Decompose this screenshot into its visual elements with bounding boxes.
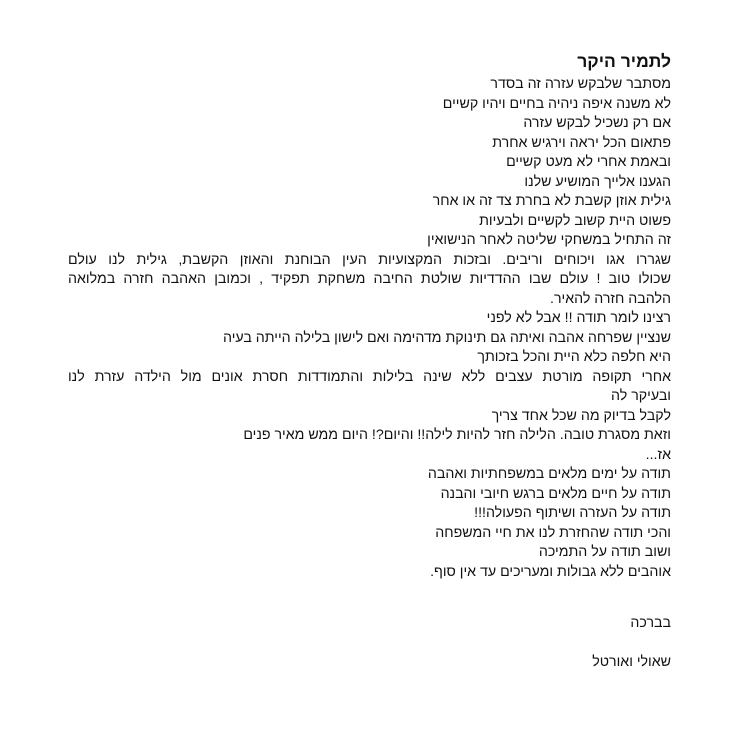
letter-closing: בברכה xyxy=(630,615,671,631)
letter-line: שגררו אגו ויכוחים וריבים. ובזכות המקצועיות העין הבוחנת והאוזן הקשבת, גילית לנו עולם xyxy=(68,251,671,268)
letter-line: והכי תודה שהחזרת לנו את חיי המשפחה xyxy=(435,524,671,541)
letter xyxy=(68,50,671,672)
letter-line: וזאת מסגרת טובה. הלילה חזר להיות לילה!! והיום?! היום ממש מאיר פנים xyxy=(243,427,671,443)
letter-line: רצינו לומר תודה !! אבל לא לפני xyxy=(486,310,671,326)
letter-line: שכולו טוב ! עולם שבו ההדדיות שולטת החיבה משחקת תפקיד , וכמובן האהבה חזרה במלואה xyxy=(68,271,671,287)
letter-line: הלהבה חזרה להאיר. xyxy=(550,290,671,307)
letter-line: שנציין שפרחה אהבה ואיתה גם תינוקת מדהימה ואם לישון בלילה הייתה בעיה xyxy=(223,329,671,346)
letter-line: גילית אוזן קשבת לא בחרת צד זה או אחר xyxy=(432,193,671,209)
letter-line: מסתבר שלבקש עזרה זה בסדר xyxy=(490,76,671,92)
letter-line: פשוט היית קשוב לקשיים ולבעיות xyxy=(479,212,671,229)
letter-line: פתאום הכל יראה וירגיש אחרת xyxy=(492,134,671,151)
letter-line: היא חלפה כלא היית והכל בזכותך xyxy=(477,349,671,365)
letter-line: ובעיקר לה xyxy=(611,388,671,404)
letter-line: אוהבים ללא גבולות ומעריכים עד אין סוף. xyxy=(430,563,671,580)
letter-line: תודה על העזרה ושיתוף הפעולה!!! xyxy=(474,505,671,521)
letter-line: אחרי תקופה מורטת עצבים ללא שינה בלילות והתמודדות חסרת אונים מול הילדה עזרת לנו xyxy=(68,368,671,385)
letter-line: תודה על חיים מלאים ברגש חיובי והבנה xyxy=(440,485,671,502)
letter-line: הגענו אלייך המושיע שלנו xyxy=(524,173,671,190)
letter-line: ובאמת אחרי לא מעט קשיים xyxy=(506,154,671,170)
letter-line: לא משנה איפה ניהיה בחיים ויהיו קשיים xyxy=(442,95,671,112)
letter-title: לתמיר היקר xyxy=(577,51,671,71)
letter-line: לקבל בדיוק מה שכל אחד צריך xyxy=(491,407,671,424)
letter-line: אז... xyxy=(645,446,671,463)
letter-line: זה התחיל במשחקי שליטה לאחר הנישואין xyxy=(427,232,671,248)
letter-line: אם רק נשכיל לבקש עזרה xyxy=(523,115,671,131)
letter-line: ושוב תודה על התמיכה xyxy=(538,544,671,560)
letter-signature: שאולי ואורטל xyxy=(592,653,671,670)
letter-line: תודה על ימים מלאים במשפחתיות ואהבה xyxy=(427,466,671,482)
